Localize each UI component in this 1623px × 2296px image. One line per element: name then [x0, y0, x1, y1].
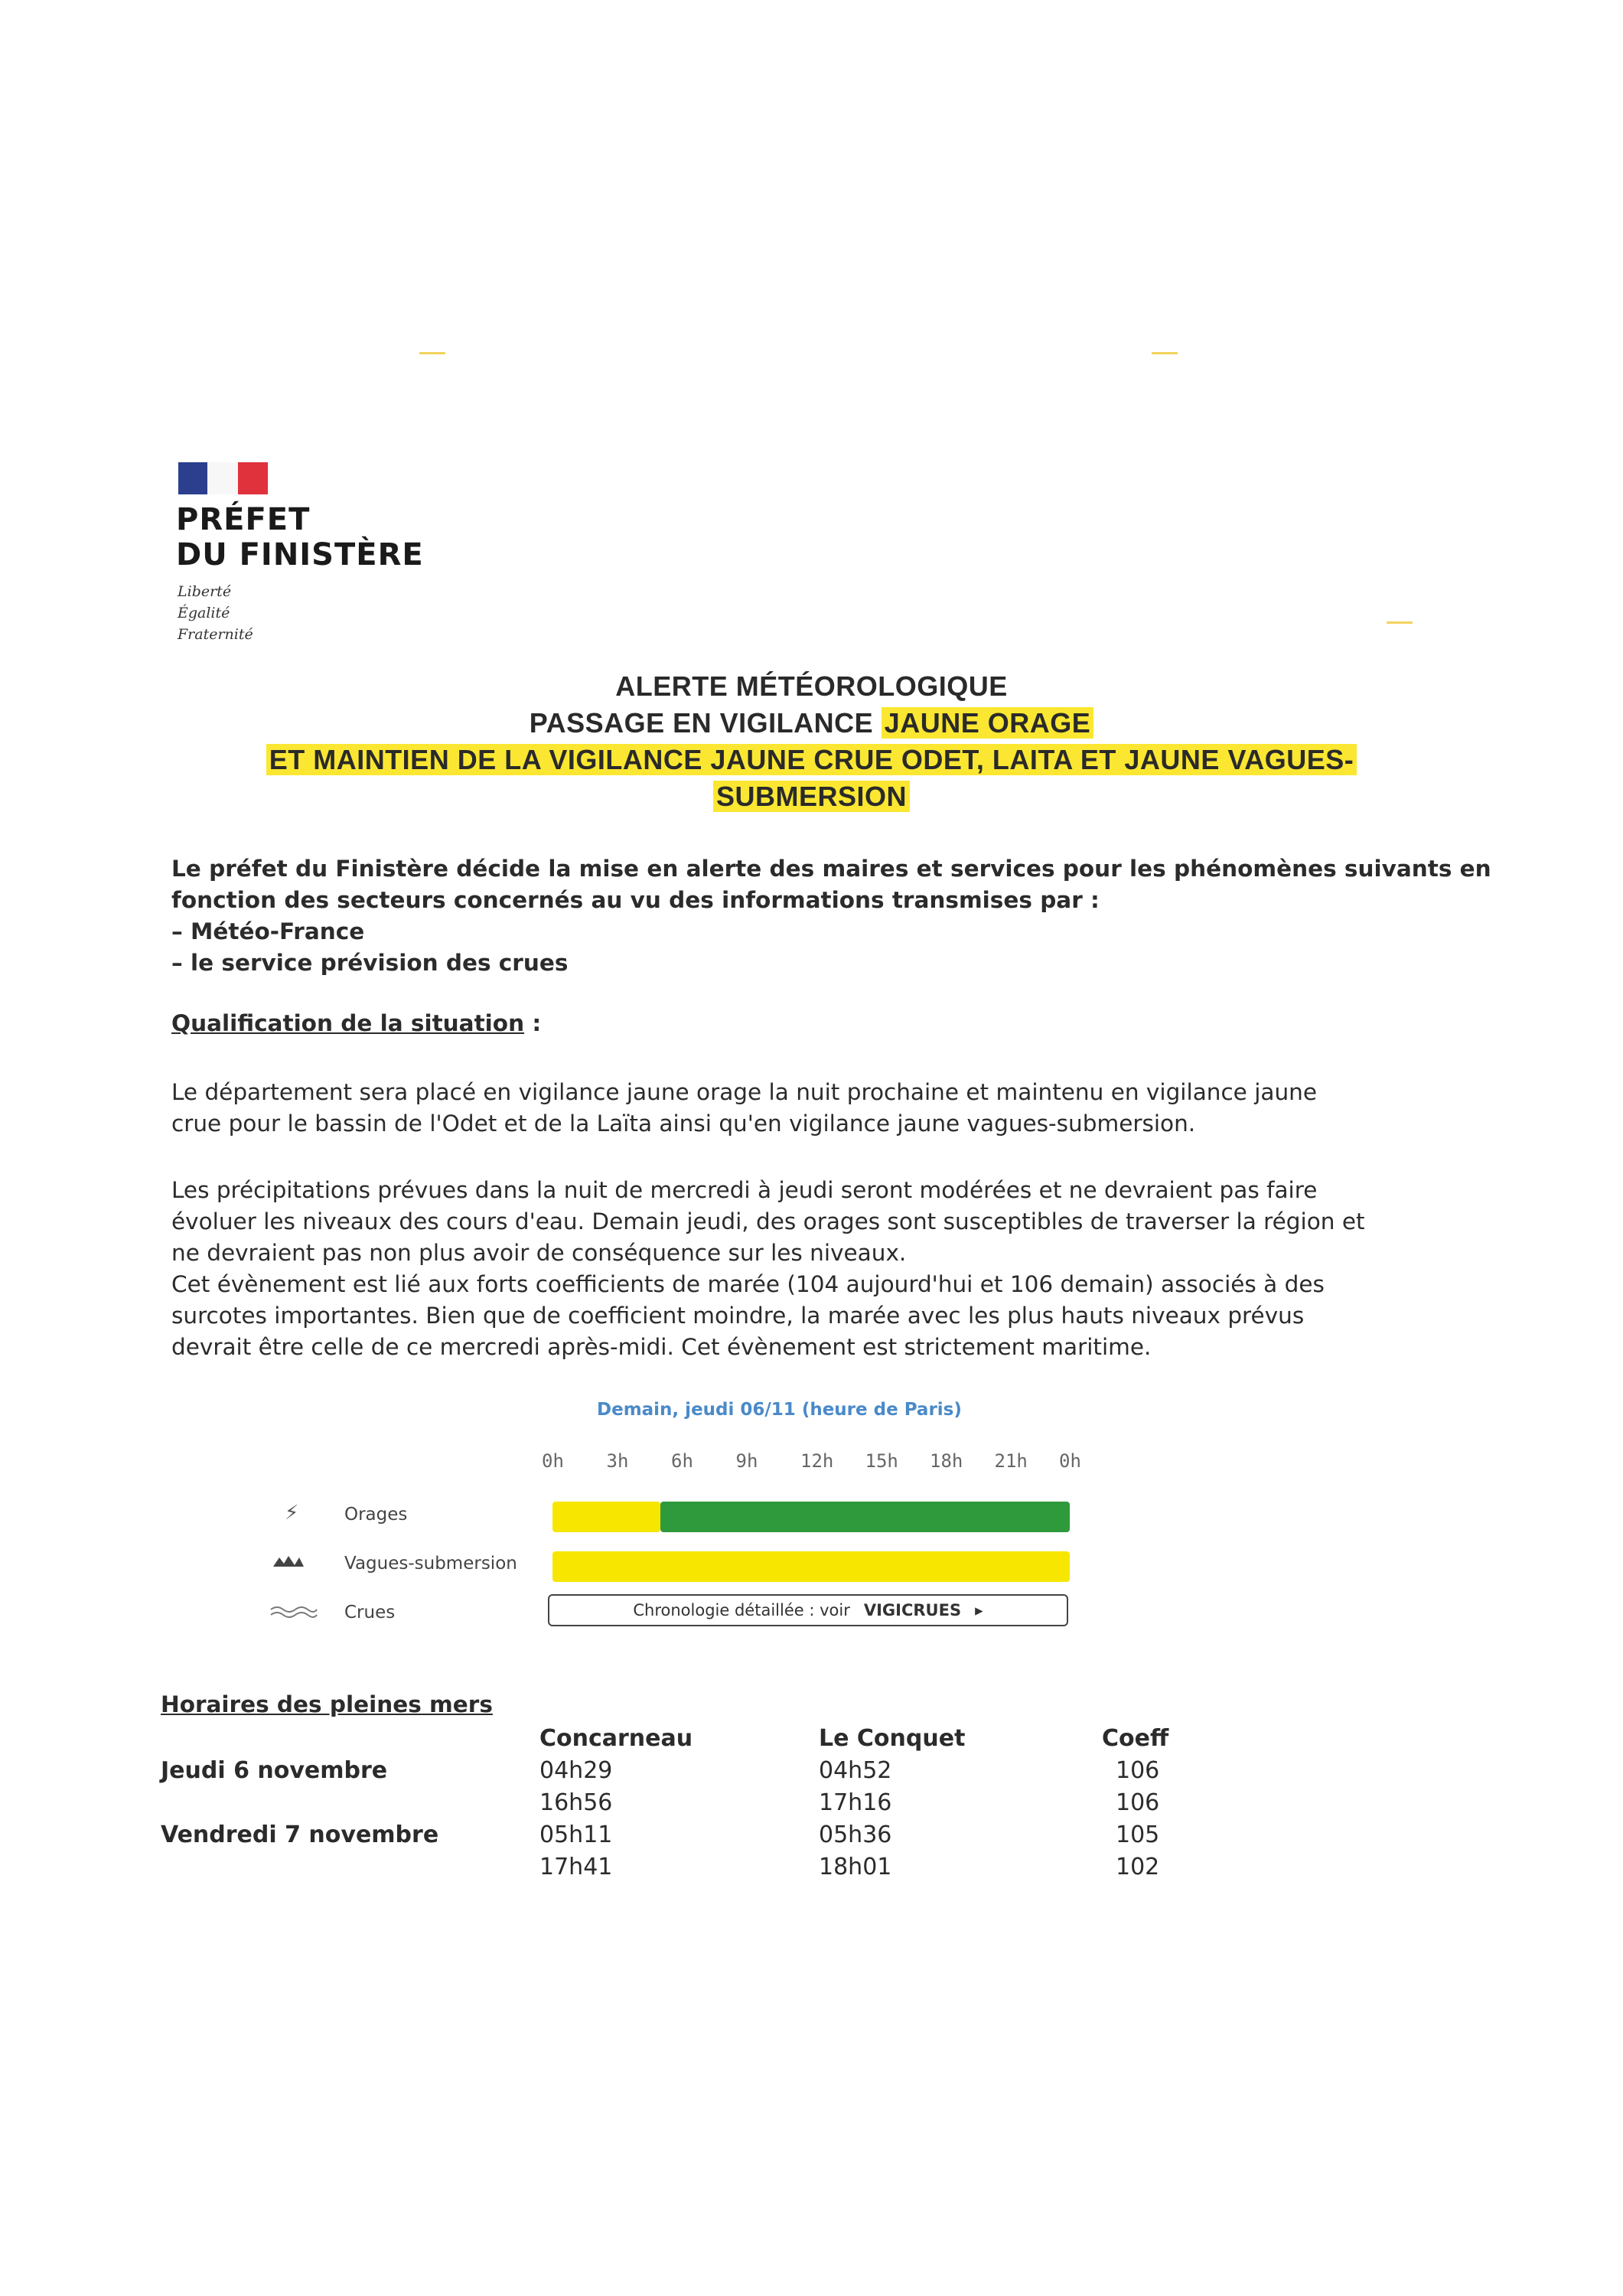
- tide-cell: 102: [1116, 1854, 1160, 1880]
- waves-icon: [272, 1550, 305, 1577]
- motto-egalite: Égalité: [178, 605, 230, 621]
- row-label-vagues-submersion: Vagues-submersion: [344, 1554, 517, 1574]
- marianne-flag-logo: [178, 462, 268, 494]
- prefet-line2: DU FINISTÈRE: [176, 537, 424, 572]
- tide-cell: 18h01: [819, 1854, 892, 1880]
- hour-tick: 0h: [542, 1450, 564, 1472]
- alert-subtitle-line3: ET MAINTIEN DE LA VIGILANCE JAUNE CRUE ODET, LAITA ET JAUNE VAGUES-: [0, 744, 1623, 776]
- tide-cell: 05h36: [819, 1821, 892, 1848]
- qualification-heading: Qualification de la situation :: [171, 1010, 542, 1036]
- lightning-icon: ⚡: [285, 1502, 299, 1525]
- hour-tick: 18h: [930, 1450, 963, 1472]
- prefet-line1: PRÉFET: [176, 502, 311, 537]
- vigilance-chart-title: Demain, jeudi 06/11 (heure de Paris): [597, 1400, 962, 1420]
- scan-speck: [1387, 621, 1413, 624]
- hour-tick: 3h: [606, 1450, 629, 1472]
- day-vendredi: Vendredi 7 novembre: [161, 1821, 439, 1848]
- alert-subtitle-line4: SUBMERSION: [0, 781, 1623, 813]
- tide-cell: 04h52: [819, 1757, 892, 1784]
- highlight-jaune-orage: JAUNE ORAGE: [882, 707, 1094, 739]
- tide-cell: 05h11: [539, 1821, 613, 1848]
- hour-tick: 15h: [865, 1450, 898, 1472]
- crues-note: Chronologie détaillée : voir: [633, 1601, 850, 1619]
- scan-speck: [419, 352, 445, 354]
- hour-tick: 21h: [994, 1450, 1028, 1472]
- vigilance-segment-jaune: [552, 1551, 1070, 1582]
- row-label-crues: Crues: [344, 1603, 396, 1623]
- tide-cell: 04h29: [539, 1757, 613, 1784]
- col-coeff: Coeff: [1102, 1725, 1169, 1752]
- chevron-right-icon: ▸: [975, 1601, 983, 1619]
- col-le-conquet: Le Conquet: [819, 1725, 966, 1752]
- tide-cell: 105: [1116, 1821, 1160, 1848]
- tides-heading: Horaires des pleines mers: [161, 1691, 493, 1717]
- vigicrues-link[interactable]: VIGICRUES: [863, 1601, 962, 1619]
- motto-liberte: Liberté: [178, 583, 232, 600]
- qualification-paragraph-1: Le département sera placé en vigilance jaune orage la nuit prochaine et maintenu en vigilance jaune crue pour le bassin de l'Odet et de la Laïta ainsi qu'en vigilance jaune vagues-submersion.: [171, 1079, 1318, 1137]
- alert-subtitle: PASSAGE EN VIGILANCE JAUNE ORAGE: [0, 707, 1623, 739]
- day-jeudi: Jeudi 6 novembre: [161, 1757, 388, 1784]
- tide-cell: 17h41: [539, 1854, 613, 1880]
- vigilance-segment-vert: [660, 1502, 1070, 1532]
- tide-cell: 16h56: [539, 1789, 613, 1816]
- motto-fraternite: Fraternité: [178, 626, 253, 643]
- hour-tick: 0h: [1059, 1450, 1081, 1472]
- flood-icon: [269, 1601, 318, 1624]
- hour-tick: 6h: [671, 1450, 693, 1472]
- tide-cell: 106: [1116, 1757, 1160, 1784]
- intro-paragraph: Le préfet du Finistère décide la mise en alerte des maires et services pour les phénomènes suivants en fonction des secteurs concernés au vu des informations transmises par : – Météo-France – le service prévision des crues: [171, 856, 1491, 976]
- hour-tick: 12h: [800, 1450, 834, 1472]
- qualification-paragraph-2: Les précipitations prévues dans la nuit de mercredi à jeudi seront modérées et ne devraient pas faire évoluer les niveaux des cours d'eau. Demain jeudi, des orages sont susceptibles de traverser la région et ne devraient pas non plus avoir de conséquence sur les niveaux. Cet évènement est lié aux forts coefficients de marée (104 aujourd'hui et 106 demain) associés à des surcotes importantes. Bien que de coefficient moindre, la marée avec les plus hauts niveaux prévus devrait être celle de ce mercredi après-midi. Cet évènement est strictement maritime.: [171, 1177, 1365, 1360]
- hour-tick: 9h: [735, 1450, 758, 1472]
- col-concarneau: Concarneau: [539, 1725, 693, 1752]
- vigilance-segment-jaune: [552, 1502, 660, 1532]
- scan-speck: [1152, 352, 1178, 354]
- vigicrues-link-box[interactable]: [548, 1594, 1068, 1626]
- alert-title: ALERTE MÉTÉOROLOGIQUE: [615, 670, 1008, 702]
- tide-cell: 17h16: [819, 1789, 892, 1816]
- row-label-orages: Orages: [344, 1505, 408, 1525]
- tide-cell: 106: [1116, 1789, 1160, 1816]
